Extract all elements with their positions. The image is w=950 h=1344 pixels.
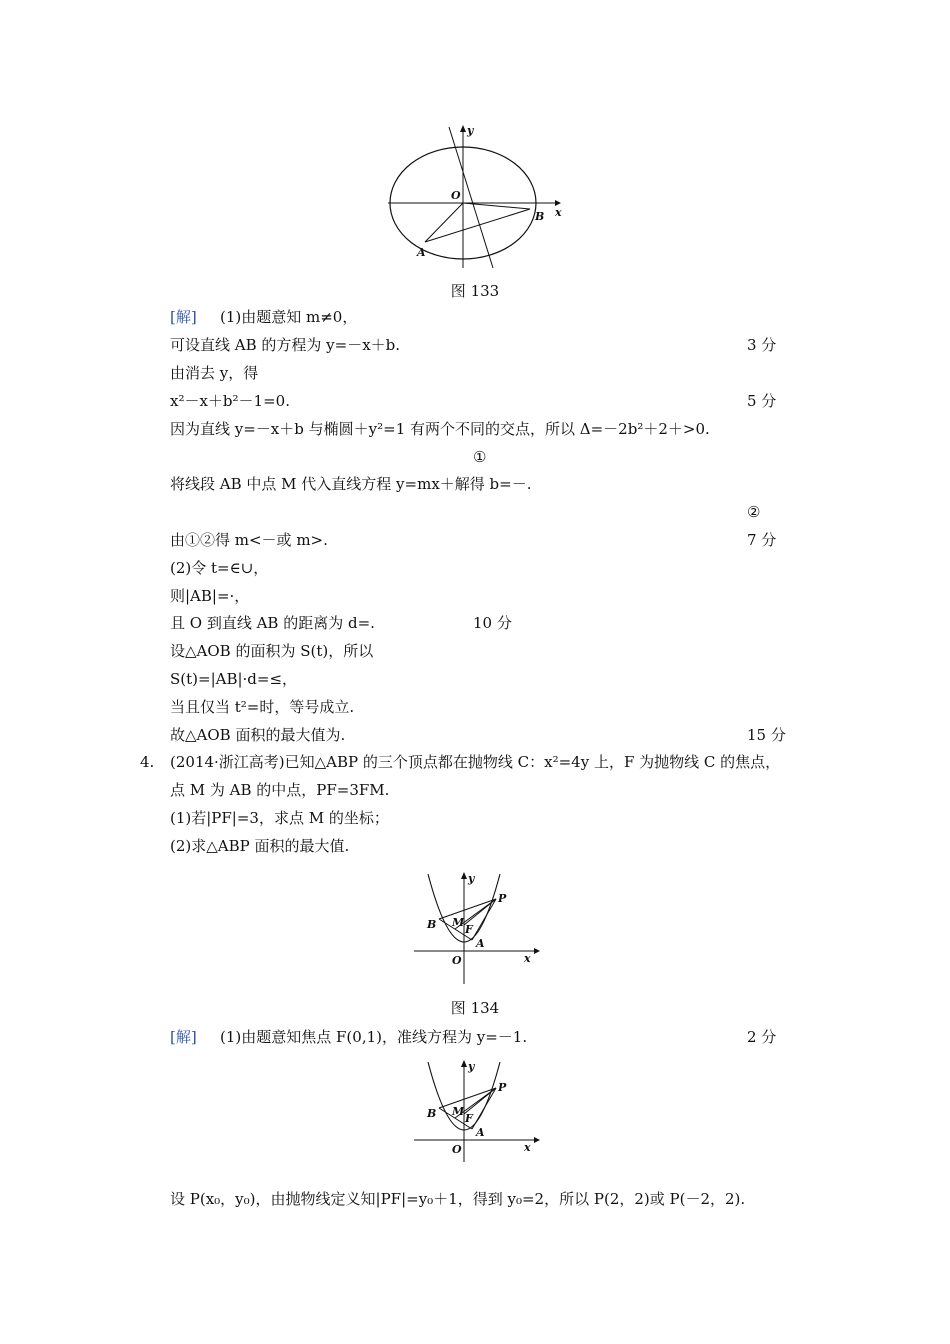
segment-bp [439, 899, 496, 919]
sol1-line8: (2)令 t=∈∪， [170, 559, 269, 577]
sol1-line3: 由消去 y，得 [170, 364, 259, 382]
label-f: F [465, 923, 473, 936]
score-10: 10 分 [473, 614, 512, 632]
segment-ap [472, 899, 496, 940]
label-y: y [467, 124, 474, 137]
sol2-line2: 设 P(x₀，y₀)，由抛物线定义知|PF|=y₀＋1，得到 y₀=2，所以 P(2，2)或 P(－2，2). [170, 1190, 746, 1208]
segment-ob [463, 203, 530, 209]
figure-134-parabola-diagram [412, 870, 552, 990]
score-15: 15 分 [747, 726, 786, 744]
sol1-line6: 将线段 AB 中点 M 代入直线方程 y=mx＋解得 b=－. [170, 475, 532, 493]
sol1-line12: S(t)=|AB|·d=≤， [170, 670, 298, 688]
label-b: B [427, 1107, 437, 1120]
score-5: 5 分 [747, 392, 777, 410]
label-m: M [452, 1105, 465, 1118]
sol1-line13: 当且仅当 t²=时，等号成立. [170, 698, 355, 716]
score-2: 2 分 [747, 1028, 777, 1046]
sol1-line11: 设△AOB 的面积为 S(t)，所以 [170, 642, 374, 660]
segment-ap [472, 1088, 496, 1129]
label-o: O [452, 954, 462, 967]
problem4-line3: (1)若|PF|=3，求点 M 的坐标； [170, 809, 389, 827]
solution-tag: [解] [170, 308, 197, 326]
segment-pf [464, 1088, 496, 1114]
label-a: A [476, 937, 485, 950]
label-a: A [476, 1126, 485, 1139]
solution-tag-2: [解] [170, 1028, 197, 1046]
x-axis-arrow [534, 1137, 540, 1143]
score-3: 3 分 [747, 336, 777, 354]
problem-number: 4. [140, 753, 155, 771]
label-b: B [427, 918, 437, 931]
label-x: x [555, 206, 562, 219]
label-f: F [465, 1112, 473, 1125]
y-axis-arrow [461, 1060, 467, 1067]
figure-134-caption: 图 134 [450, 999, 500, 1017]
segment-pf [464, 899, 496, 925]
sol1-line10: 且 O 到直线 AB 的距离为 d=. [170, 614, 375, 632]
sol1-line7: 由①②得 m<－或 m>. [170, 531, 328, 549]
figure-134-repeat-diagram [412, 1058, 552, 1168]
label-x: x [524, 952, 531, 965]
label-a: A [417, 246, 426, 259]
score-7: 7 分 [747, 531, 777, 549]
label-o: O [451, 189, 461, 202]
label-p: P [498, 892, 507, 905]
segment-bp [439, 1088, 496, 1108]
sol1-line4: x²－x＋b²－1=0. [170, 392, 290, 410]
label-y: y [468, 1060, 475, 1073]
figure-133-ellipse-diagram [385, 122, 585, 272]
figure-133-caption: 图 133 [450, 282, 500, 300]
sol1-line5: 因为直线 y=－x＋b 与椭圆＋y²=1 有两个不同的交点，所以 Δ=－2b²＋2＋>0. [170, 420, 710, 438]
sol1-line2: 可设直线 AB 的方程为 y=－x＋b. [170, 336, 401, 354]
sol1-line9: 则|AB|=·， [170, 587, 250, 605]
label-m: M [452, 916, 465, 929]
label-y: y [468, 872, 475, 885]
label-x: x [524, 1141, 531, 1154]
x-axis-arrow [534, 948, 540, 954]
problem4-line4: (2)求△ABP 面积的最大值. [170, 837, 350, 855]
mark-2: ② [747, 503, 761, 521]
label-o: O [452, 1143, 462, 1156]
y-axis-arrow [461, 872, 467, 879]
mark-1: ① [473, 448, 487, 466]
problem4-line1: (2014·浙江高考)已知△ABP 的三个顶点都在抛物线 C：x²=4y 上，F 为抛物线 C 的焦点， [170, 753, 781, 771]
sol2-line1: (1)由题意知焦点 F(0,1)，准线方程为 y=－1. [220, 1028, 528, 1046]
sol1-line14: 故△AOB 面积的最大值为. [170, 726, 346, 744]
label-p: P [498, 1081, 507, 1094]
label-b: B [535, 210, 545, 223]
sol1-line1: (1)由题意知 m≠0， [220, 308, 358, 326]
problem4-line2: 点 M 为 AB 的中点，PF=3FM. [170, 781, 390, 799]
y-axis-arrow [460, 125, 466, 132]
